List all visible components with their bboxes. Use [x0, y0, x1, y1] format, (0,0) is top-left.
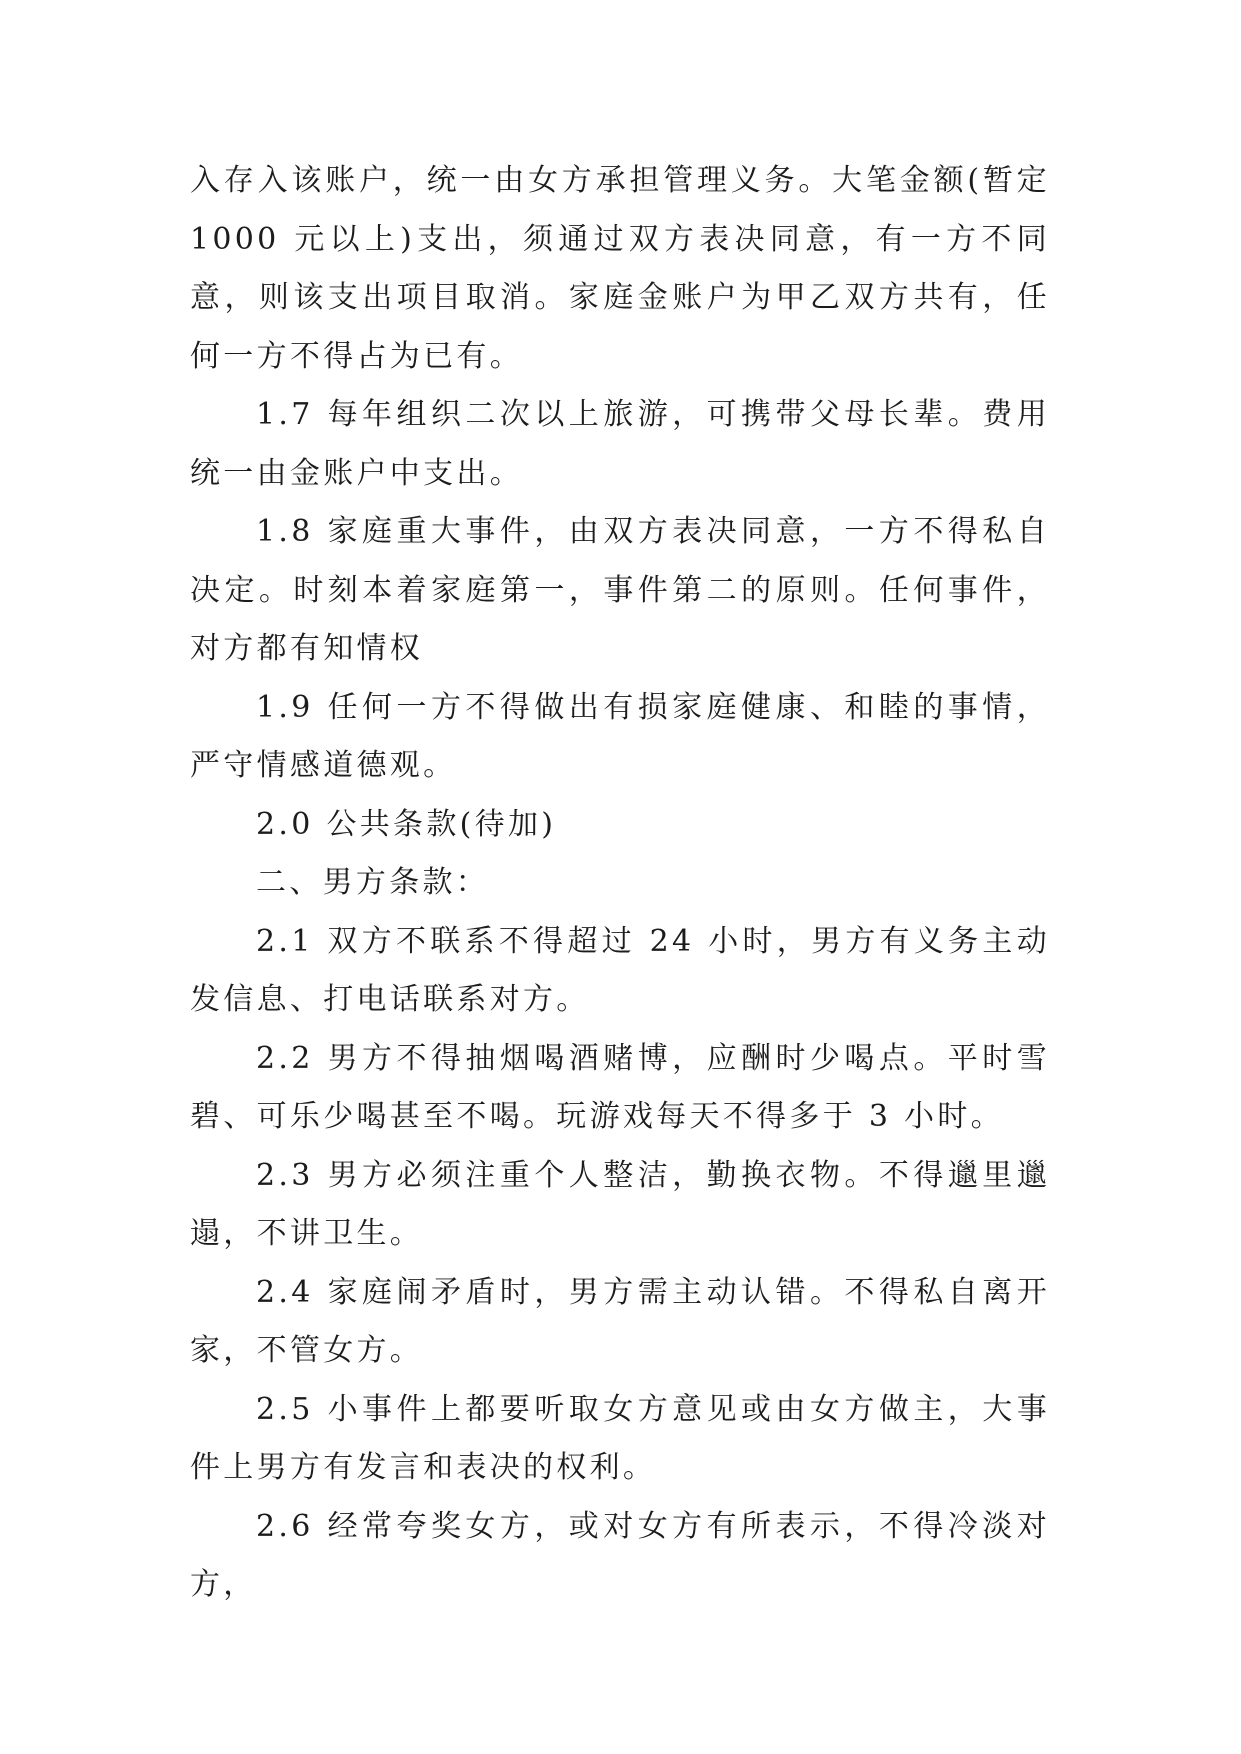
- paragraph-1-8: 1.8 家庭重大事件，由双方表决同意，一方不得私自决定。时刻本着家庭第一，事件第二的原则。任何事件，对方都有知情权: [190, 514, 1050, 666]
- document-body: [190, 152, 1050, 1615]
- paragraph-2-2: 2.2 男方不得抽烟喝酒赌博，应酬时少喝点。平时雪碧、可乐少喝甚至不喝。玩游戏每天不得多于 3 小时。: [190, 1040, 1050, 1134]
- paragraph-1-7: 1.7 每年组织二次以上旅游，可携带父母长辈。费用统一由金账户中支出。: [190, 397, 1050, 491]
- paragraph-account-management: 入存入该账户，统一由女方承担管理义务。大笔金额(暂定1000 元以上)支出，须通过双方表决同意，有一方不同意，则该支出项目取消。家庭金账户为甲乙双方共有，任何一方不得占为已有。: [190, 163, 1050, 374]
- paragraph-2-1: 2.1 双方不联系不得超过 24 小时，男方有义务主动发信息、打电话联系对方。: [190, 923, 1050, 1017]
- section-heading-male-terms: 二、男方条款：: [256, 865, 490, 900]
- paragraph-2-4: 2.4 家庭闹矛盾时，男方需主动认错。不得私自离开家，不管女方。: [190, 1274, 1050, 1368]
- paragraph-2-5: 2.5 小事件上都要听取女方意见或由女方做主，大事件上男方有发言和表决的权利。: [190, 1391, 1050, 1485]
- paragraph-1-9: 1.9 任何一方不得做出有损家庭健康、和睦的事情，严守情感道德观。: [190, 689, 1050, 783]
- paragraph-2-3: 2.3 男方必须注重个人整洁，勤换衣物。不得邋里邋遢，不讲卫生。: [190, 1157, 1050, 1251]
- paragraph-2-0: 2.0 公共条款(待加): [256, 806, 557, 842]
- paragraph-2-6: 2.6 经常夸奖女方，或对女方有所表示，不得冷淡对方，: [190, 1508, 1050, 1602]
